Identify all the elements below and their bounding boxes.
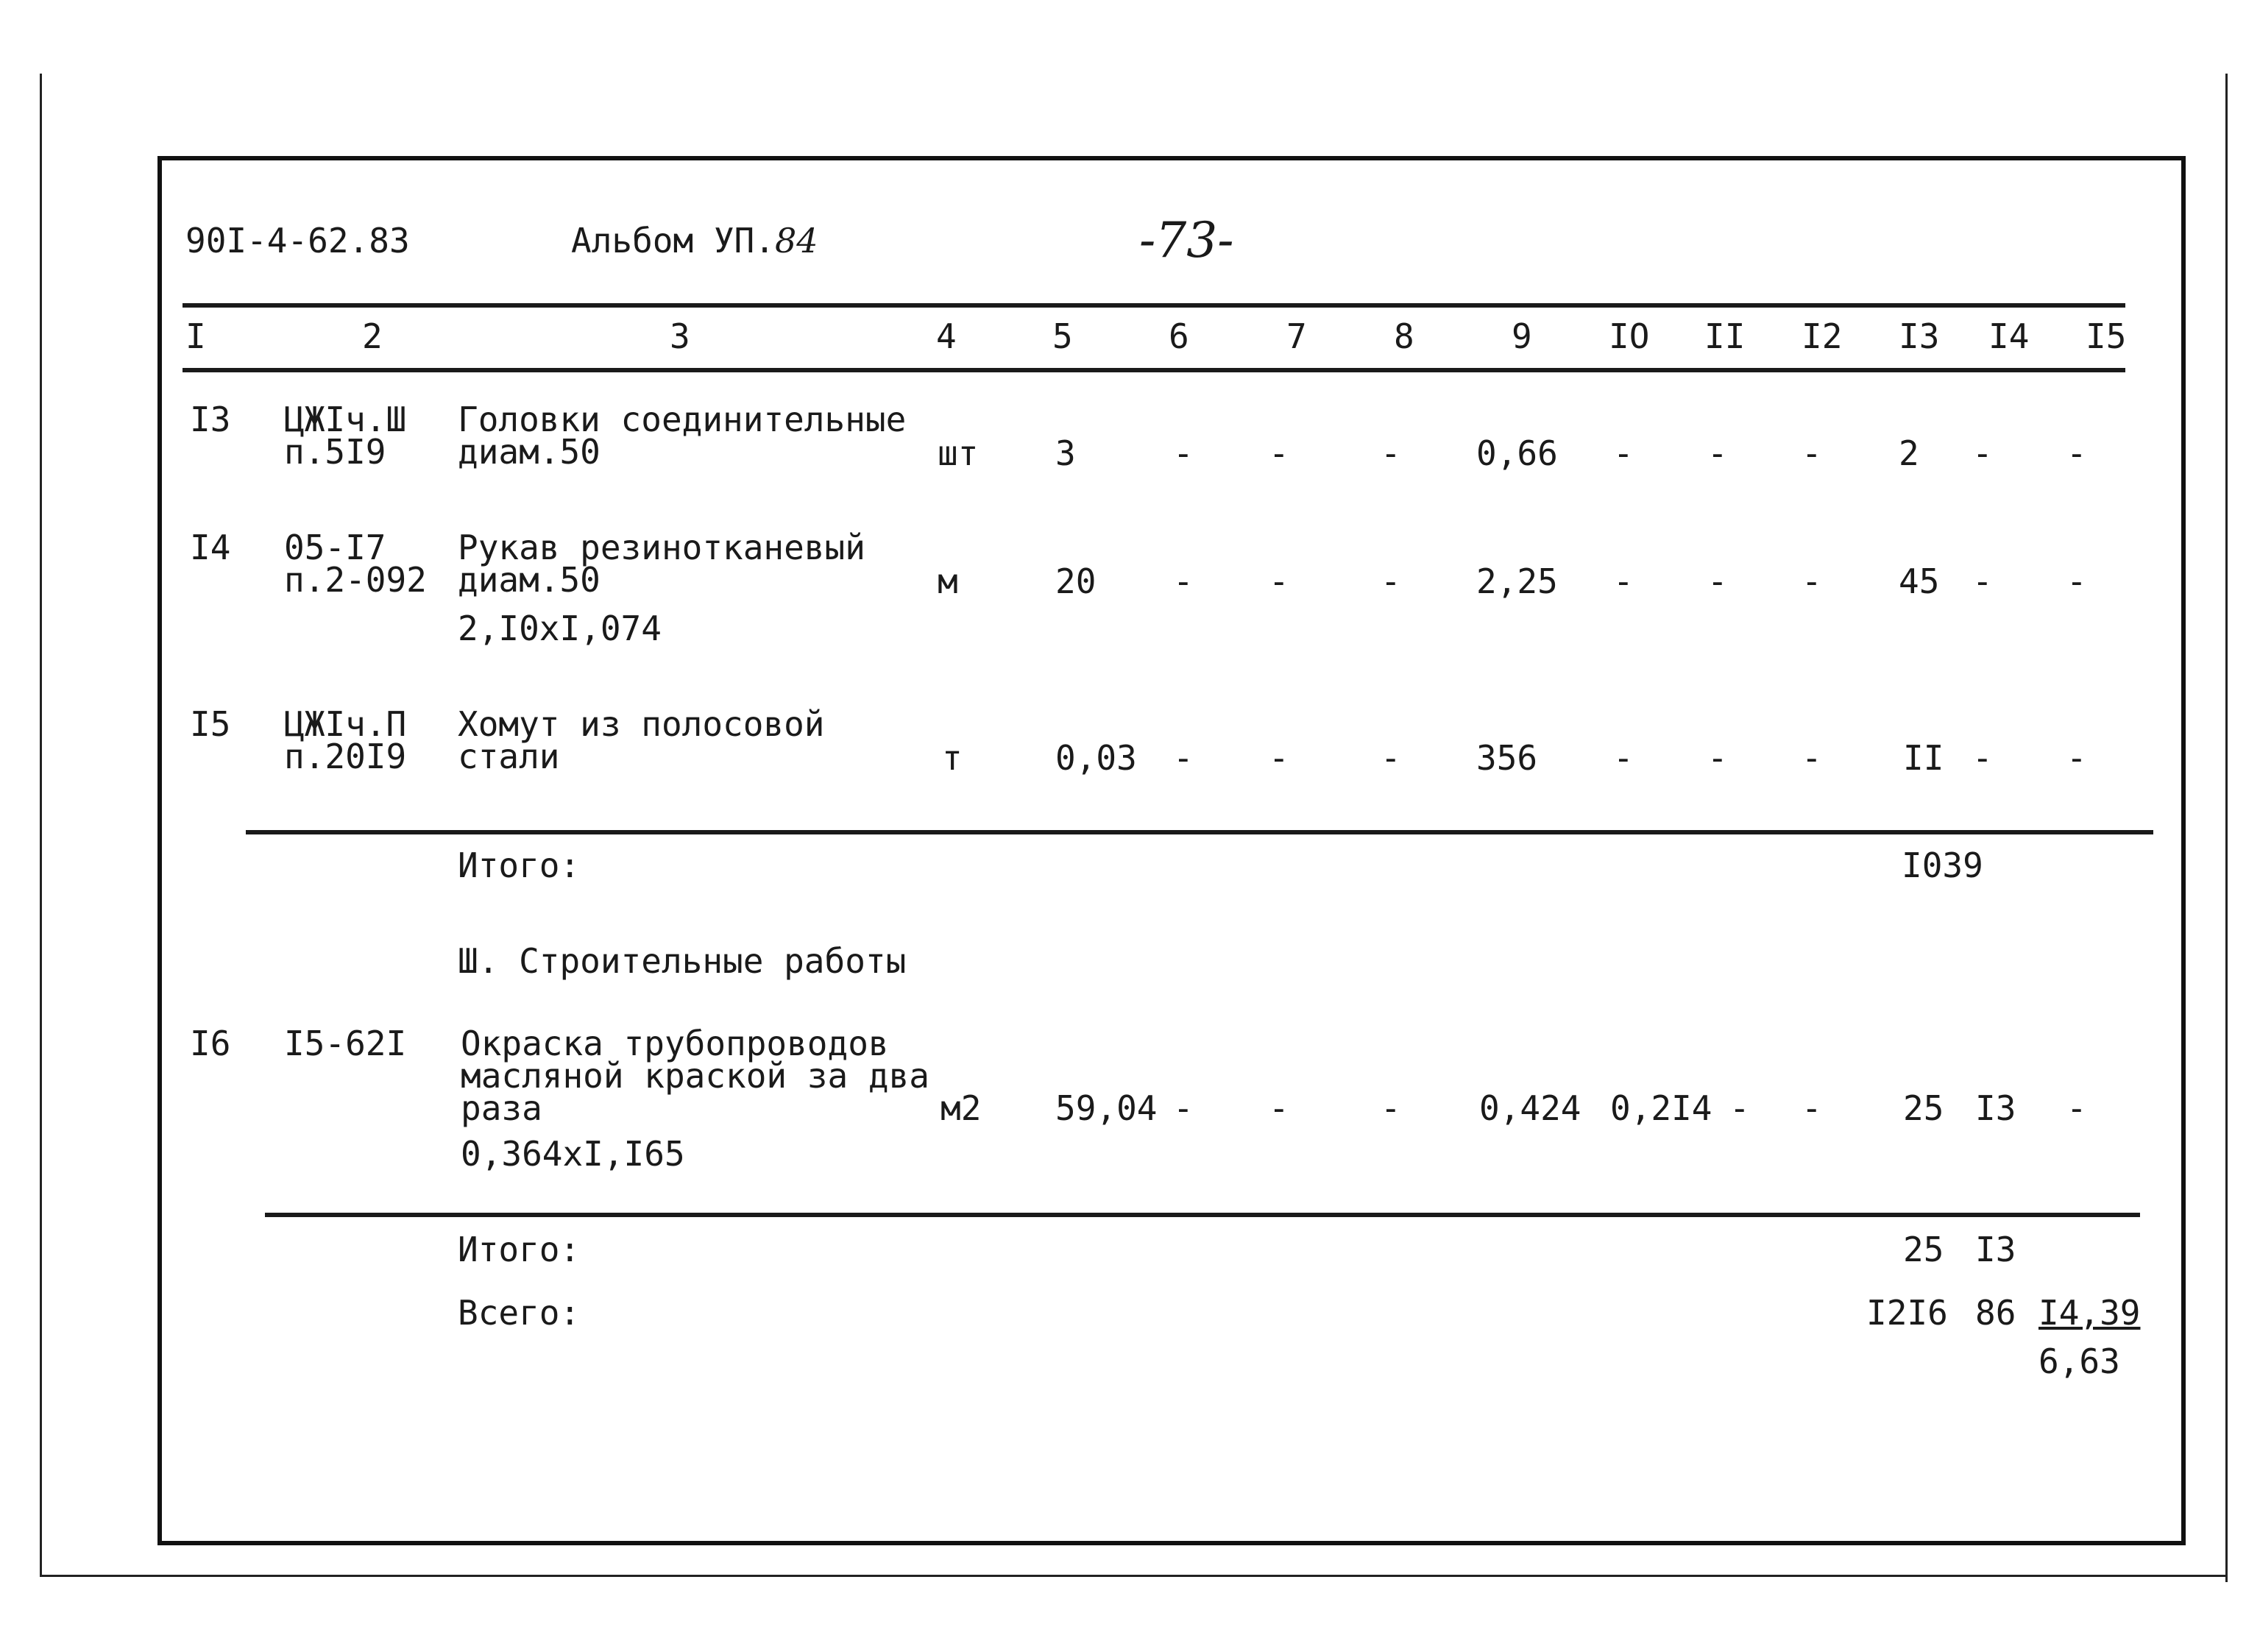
unit: м2: [941, 1088, 982, 1128]
formula: 2,I0хI,074: [458, 609, 662, 648]
total-c14: 86: [1975, 1293, 2016, 1333]
cell-c9: 356: [1476, 738, 1538, 778]
col-14: I4: [1988, 316, 2030, 356]
cell-c11: -: [1707, 433, 1728, 473]
cell-c7: -: [1269, 561, 1289, 601]
subtotal-c14: I3: [1975, 1230, 2016, 1269]
row-number: I6: [190, 1024, 231, 1063]
norm-code: [284, 704, 407, 776]
cell-c15: -: [2066, 1088, 2087, 1128]
cell-c6: -: [1173, 1088, 1194, 1128]
cell-c8: -: [1381, 561, 1401, 601]
cell-c15: -: [2066, 433, 2087, 473]
col-11: II: [1704, 316, 1746, 356]
subtotal-rule: [265, 1213, 2140, 1217]
page-number: -73-: [1139, 212, 1234, 269]
work-description: [458, 704, 825, 776]
cell-c6: -: [1173, 433, 1194, 473]
scan-edge-left: [40, 74, 42, 1575]
header-rule-top: [183, 303, 2125, 308]
norm-code-line: 05-I7: [284, 528, 386, 567]
cell-c6: -: [1173, 561, 1194, 601]
description-line: диам.50: [458, 560, 601, 600]
cell-c7: -: [1269, 433, 1289, 473]
col-10: IO: [1609, 316, 1650, 356]
quantity: 3: [1055, 433, 1076, 473]
cell-c8: -: [1381, 433, 1401, 473]
cell-c7: -: [1269, 1088, 1289, 1128]
cell-c11: -: [1729, 1088, 1750, 1128]
description-line: Окраска трубопроводов: [461, 1024, 889, 1063]
quantity: 20: [1055, 561, 1097, 601]
cell-c15: -: [2066, 738, 2087, 778]
cell-c13: 2: [1899, 433, 1919, 473]
col-4: 4: [936, 316, 957, 356]
description-line: Хомут из полосовой: [458, 704, 825, 744]
col-3: 3: [670, 316, 690, 356]
cell-c14: -: [1972, 738, 1993, 778]
description-line: масляной краской за два: [461, 1056, 929, 1096]
cell-c15: -: [2066, 561, 2087, 601]
norm-code: [284, 400, 407, 472]
scan-edge-right: [2225, 74, 2228, 1582]
work-description: [458, 528, 865, 600]
cell-c13: 25: [1903, 1088, 1944, 1128]
norm-code-line: п.2-092: [284, 560, 427, 600]
album-label: [571, 221, 818, 260]
quantity: 0,03: [1055, 738, 1137, 778]
quantity: 59,04: [1055, 1088, 1158, 1128]
cell-c12: -: [1802, 433, 1822, 473]
cell-c14: -: [1972, 433, 1993, 473]
album-number: 84: [774, 221, 818, 260]
unit: шт: [938, 433, 979, 473]
description-line: раза: [461, 1088, 542, 1128]
formula: 0,364хI,I65: [461, 1134, 685, 1174]
subtotal-label: Итого:: [458, 846, 581, 885]
cell-c12: -: [1802, 561, 1822, 601]
cell-c11: -: [1707, 561, 1728, 601]
cell-c9: 2,25: [1476, 561, 1558, 601]
norm-code: I5-62I: [284, 1024, 407, 1063]
scan-edge-bottom: [40, 1575, 2225, 1577]
norm-code-line: ЦЖIч.Ш: [284, 400, 407, 439]
col-7: 7: [1286, 316, 1307, 356]
cell-c14: -: [1972, 561, 1993, 601]
subtotal-rule: [246, 830, 2153, 834]
col-1: I: [185, 316, 206, 356]
unit: м: [938, 561, 958, 601]
subtotal-label: Итого:: [458, 1230, 581, 1269]
cell-c13: II: [1903, 738, 1944, 778]
description-line: Рукав резинотканевый: [458, 528, 865, 567]
cell-c10: 0,2I4: [1610, 1088, 1712, 1128]
doc-code: 90I-4-62.83: [185, 221, 410, 260]
col-6: 6: [1169, 316, 1189, 356]
cell-c13: 45: [1899, 561, 1940, 601]
col-15: I5: [2086, 316, 2127, 356]
cell-c6: -: [1173, 738, 1194, 778]
cell-c14: I3: [1975, 1088, 2016, 1128]
header-rule-bottom: [183, 368, 2125, 372]
cell-c8: -: [1381, 738, 1401, 778]
cell-c9: 0,66: [1476, 433, 1558, 473]
description-line: диам.50: [458, 432, 601, 472]
description-line: стали: [458, 737, 560, 776]
cell-c8: -: [1381, 1088, 1401, 1128]
col-12: I2: [1802, 316, 1843, 356]
norm-code-line: п.5I9: [284, 432, 386, 472]
col-5: 5: [1052, 316, 1073, 356]
cell-c12: -: [1802, 1088, 1822, 1128]
section-title: Ш. Строительные работы: [458, 941, 907, 981]
cell-c11: -: [1707, 738, 1728, 778]
col-9: 9: [1512, 316, 1532, 356]
norm-code: [284, 528, 427, 600]
work-description: [458, 400, 907, 472]
col-8: 8: [1394, 316, 1414, 356]
subtotal-c13: I039: [1902, 846, 1983, 885]
work-description: [461, 1024, 929, 1128]
cell-c7: -: [1269, 738, 1289, 778]
norm-code-line: ЦЖIч.П: [284, 704, 407, 744]
total-c15-top: I4,39: [2038, 1293, 2141, 1333]
total-label: Всего:: [458, 1293, 581, 1333]
row-number: I5: [190, 704, 231, 744]
norm-code-line: п.20I9: [284, 737, 407, 776]
total-c13: I2I6: [1866, 1293, 1948, 1333]
description-line: Головки соединительные: [458, 400, 907, 439]
cell-c12: -: [1802, 738, 1822, 778]
row-number: I4: [190, 528, 231, 567]
row-number: I3: [190, 400, 231, 439]
cell-c10: -: [1613, 738, 1634, 778]
subtotal-c13: 25: [1903, 1230, 1944, 1269]
unit: т: [942, 738, 963, 778]
album-text: Альбом УП.: [571, 221, 775, 260]
cell-c10: -: [1613, 433, 1634, 473]
total-c15-bottom: 6,63: [2038, 1341, 2120, 1381]
col-13: I3: [1899, 316, 1940, 356]
cell-c9: 0,424: [1479, 1088, 1581, 1128]
cell-c10: -: [1613, 561, 1634, 601]
col-2: 2: [362, 316, 383, 356]
